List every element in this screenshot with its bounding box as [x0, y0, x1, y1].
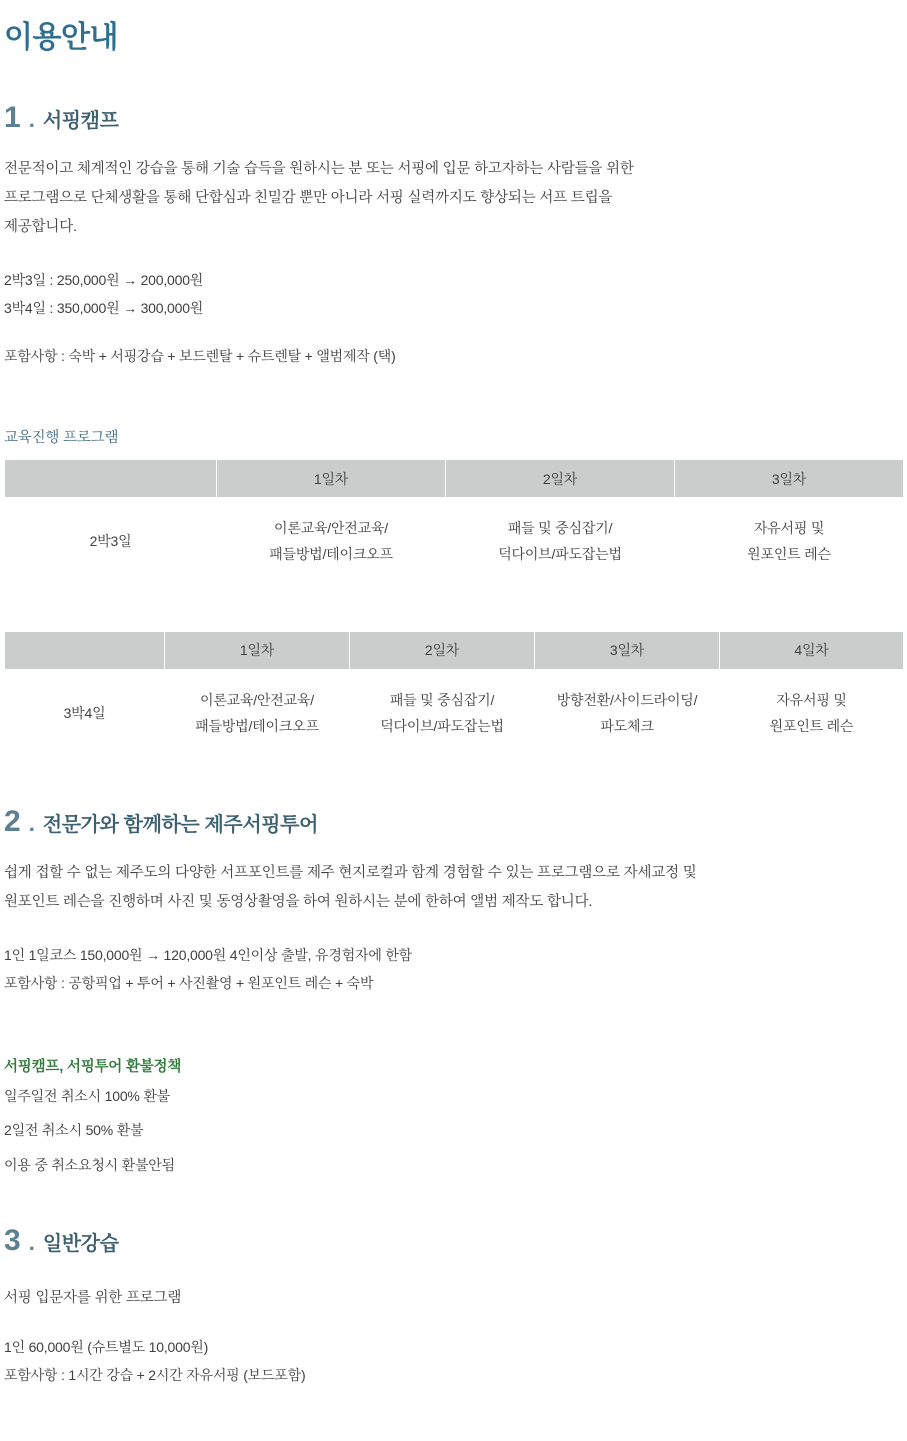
table-cell-day2 — [350, 669, 535, 760]
cell-line: 덕다이브/파도잡는법 — [498, 545, 622, 562]
cell-line: 원포인트 레슨 — [769, 717, 854, 734]
basic-includes-line: 포함사항 : 1시간 강습 + 2시간 자유서핑 (보드포함) — [4, 1366, 306, 1383]
cell-line: 자유서핑 및 — [753, 520, 825, 536]
table-header-cell-blank — [5, 460, 217, 498]
table-header-cell-day1: 1일차 — [217, 460, 446, 498]
table-header-row — [5, 460, 904, 498]
cell-line: 패들방법/테이크오프 — [195, 717, 319, 734]
section-title-jeju-tour: 전문가와 함께하는 제주서핑투어 — [42, 813, 319, 836]
paragraph-line: 프로그램으로 단체생활을 통해 단합심과 친밀감 뿐만 아니라 서핑 실력까지도 향상되는 서프 트립을 — [4, 190, 613, 206]
table-header-cell-day4: 4일차 — [720, 631, 904, 669]
paragraph-line: 원포인트 레슨을 진행하며 사진 및 동영상촬영을 하여 원하시는 분에 한하여 앨범 제작도 합니다. — [4, 893, 593, 910]
cell-line: 패들방법/테이크오프 — [269, 545, 393, 562]
page-title: 이용안내 — [4, 21, 118, 54]
price-line-3n4d: 3박4일 : 350,000원 → 300,000원 — [4, 300, 204, 316]
section-heading-1 — [4, 103, 903, 133]
table-cell-day1 — [165, 669, 350, 760]
program-table-3n4d — [4, 631, 904, 761]
section-dot: . — [28, 1229, 35, 1255]
table-row — [5, 498, 904, 589]
program-table-label: 교육진행 프로그램 — [4, 430, 119, 446]
table-cell-day3 — [535, 669, 720, 760]
table-cell-day1 — [217, 498, 446, 589]
cell-line: 이론교육/안전교육/ — [274, 520, 388, 536]
program-table-2n3d — [4, 459, 904, 589]
section-title-surf-camp: 서핑캠프 — [42, 110, 119, 132]
cell-line: 이론교육/안전교육/ — [200, 691, 314, 708]
cell-line: 파도체크 — [600, 717, 654, 734]
price-line-2n3d: 2박3일 : 250,000원 → 200,000원 — [4, 272, 204, 288]
section-2-paragraph — [4, 859, 903, 917]
paragraph-line: 쉽게 접할 수 없는 제주도의 다양한 서프포인트를 제주 현지로컬과 함계 경험할 수 있는 프로그램으로 자세교정 및 — [4, 864, 697, 881]
cell-line: 원포인트 레슨 — [747, 545, 831, 562]
section-heading-3 — [4, 1223, 903, 1257]
table-cell-day3 — [675, 498, 904, 589]
table-spacer — [4, 589, 903, 623]
paragraph-line: 전문적이고 체계적인 강습을 통해 기술 습득을 원하시는 분 또는 서핑에 입문 하고자하는 사람들을 위한 — [4, 161, 634, 177]
section-number: 1 — [4, 101, 21, 134]
section-1-includes: 포함사항 : 숙박 + 서핑강습 + 보드렌탈 + 슈트렌탈 + 앨범제작 (택) — [4, 348, 396, 364]
section-1-price-block — [4, 266, 903, 322]
cell-line: 덕다이브/파도잡는법 — [380, 717, 504, 734]
table-header-row — [5, 631, 904, 669]
section-3-description: 서핑 입문자를 위한 프로그램 — [4, 1289, 182, 1306]
cell-line: 패들 및 중심잡기/ — [507, 520, 613, 536]
cell-line: 방향전환/사이드라이딩/ — [556, 691, 698, 708]
section-title-basic-lesson: 일반강습 — [42, 1232, 119, 1255]
cell-line: 자유서핑 및 — [776, 691, 847, 708]
table-cell-day2 — [446, 498, 675, 589]
section-3-price-block — [4, 1333, 903, 1389]
table-header-cell-blank — [5, 631, 165, 669]
table-cell-day4 — [720, 669, 904, 760]
tour-price-line: 1인 1일코스 150,000원 → 120,000원 4인이상 출발, 유경험자에 한함 — [4, 946, 413, 963]
refund-policy-line: 일주일전 취소시 100% 환불 — [4, 1087, 170, 1104]
table-header-cell-day3: 3일차 — [675, 460, 904, 498]
section-dot: . — [28, 107, 35, 132]
section-1-paragraph — [4, 155, 903, 242]
table-row — [5, 669, 904, 760]
paragraph-line: 제공합니다. — [4, 219, 77, 235]
section-dot: . — [28, 810, 35, 836]
table-header-cell-day2: 2일차 — [446, 460, 675, 498]
section-number: 3 — [4, 1223, 21, 1257]
section-heading-2 — [4, 804, 903, 838]
table-header-cell-day3: 3일차 — [535, 631, 720, 669]
basic-price-line: 1인 60,000원 (슈트별도 10,000원) — [4, 1338, 209, 1355]
refund-policy-line: 이용 중 취소요청시 환불안됨 — [4, 1156, 175, 1173]
refund-policy-line: 2일전 취소시 50% 환불 — [4, 1122, 144, 1139]
cell-line: 패들 및 중심잡기/ — [389, 691, 495, 708]
refund-policy-title: 서핑캠프, 서핑투어 환불정책 — [4, 1058, 182, 1075]
section-number: 2 — [4, 804, 21, 838]
table-header-cell-day1: 1일차 — [165, 631, 350, 669]
tour-includes-line: 포함사항 : 공항픽업 + 투어 + 사진촬영 + 원포인트 레슨 + 숙박 — [4, 974, 374, 991]
section-2-price-block — [4, 941, 903, 997]
table-header-cell-day2: 2일차 — [350, 631, 535, 669]
table-row-label: 3박4일 — [5, 669, 165, 760]
table-row-label: 2박3일 — [5, 498, 217, 589]
